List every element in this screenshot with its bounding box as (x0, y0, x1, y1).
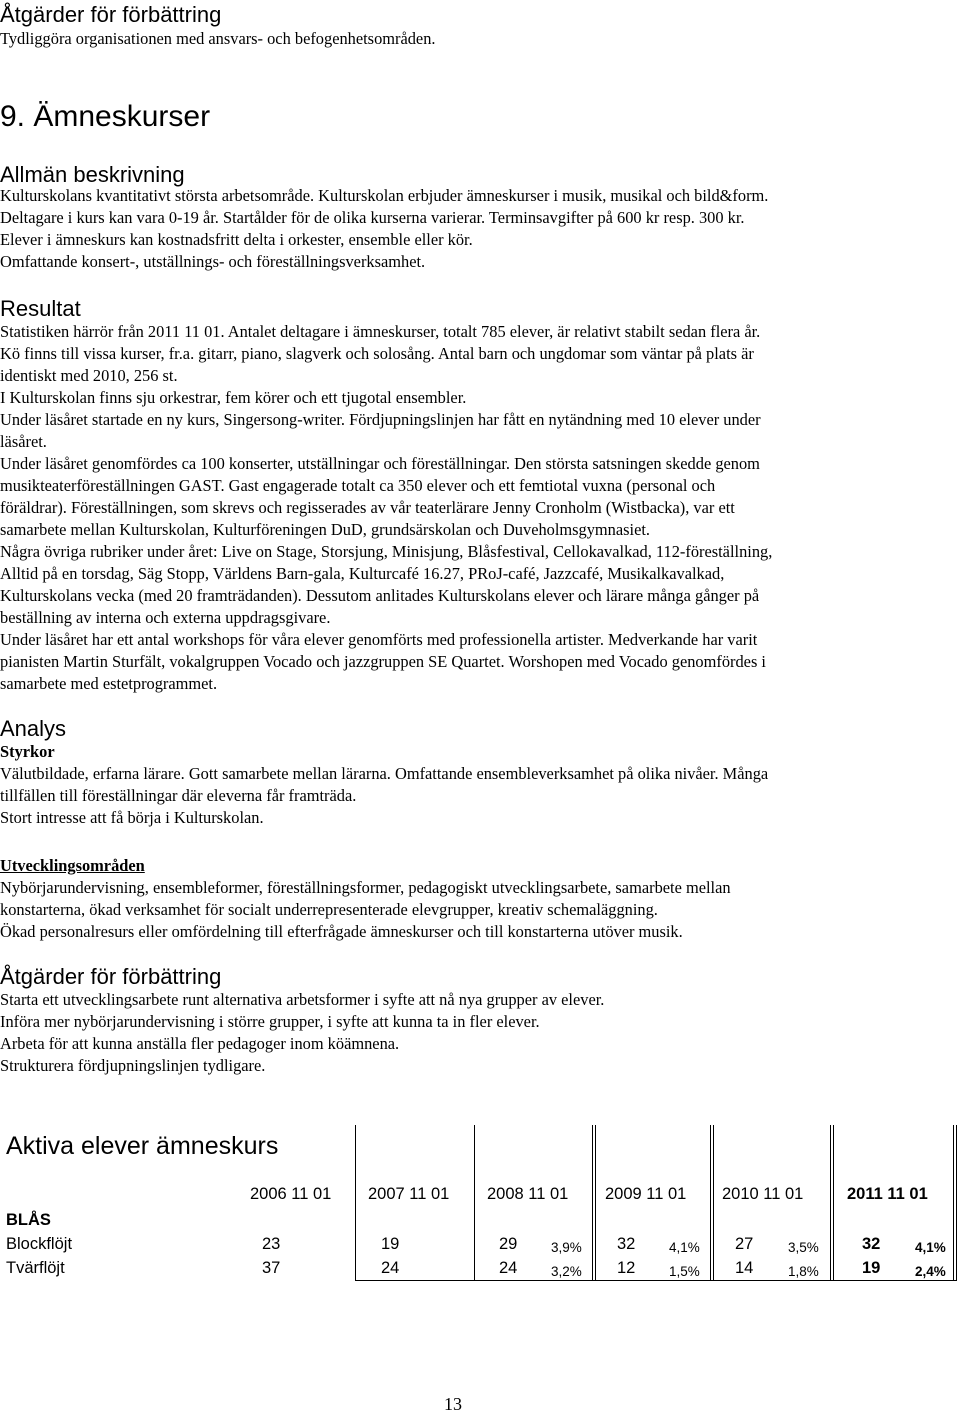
styrkor-line-1: tillfällen till föreställningar där eleverna får framträda. (0, 786, 357, 805)
table-bottom-rule (355, 1280, 957, 1281)
table-cell: 32 (862, 1235, 881, 1253)
section-title: 9. Ämneskurser (0, 100, 211, 133)
column-header: 2007 11 01 (368, 1185, 450, 1203)
group-label: BLÅS (6, 1211, 51, 1229)
percent-cell: 4,1% (915, 1240, 946, 1255)
resultat-line-4: Under läsåret startade en ny kurs, Singersong-writer. Fördjupningslinjen har fått en nytändning med 10 elever under (0, 410, 761, 429)
utv-line-0: Nybörjarundervisning, ensembleformer, föreställningsformer, pedagogiskt utvecklingsarbete, samarbete mellan (0, 878, 731, 897)
column-header: 2010 11 01 (722, 1185, 804, 1203)
table-title: Aktiva elever ämneskurs (6, 1132, 279, 1160)
resultat-line-5: läsåret. (0, 432, 47, 451)
table-cell: 24 (381, 1259, 400, 1277)
table-divider (355, 1125, 356, 1280)
table-divider (474, 1125, 475, 1280)
atgarder-line-2: Arbeta för att kunna anställa fler pedagoger inom köämnena. (0, 1034, 400, 1053)
allman-heading: Allmän beskrivning (0, 162, 185, 187)
resultat-line-3: I Kulturskolan finns sju orkestrar, fem körer och ett tjugotal ensembler. (0, 388, 467, 407)
allman-line-1: Deltagare i kurs kan vara 0-19 år. Startålder för de olika kurserna varierar. Terminsavgifter på 600 kr resp. 300 kr. (0, 208, 745, 227)
percent-cell: 3,2% (551, 1264, 582, 1279)
resultat-line-15: pianisten Martin Sturfält, vokalgruppen Vocado och jazzgruppen SE Quartet. Worshopen med Vocado genomfördes i (0, 652, 766, 671)
atgarder-line-3: Strukturera fördjupningslinjen tydligare. (0, 1056, 266, 1075)
resultat-heading: Resultat (0, 296, 81, 321)
resultat-line-16: samarbete med estetprogrammet. (0, 674, 218, 693)
allman-line-0: Kulturskolans kvantitativt största arbetsområde. Kulturskolan erbjuder ämneskurser i musik, musikal och bild&form. (0, 186, 769, 205)
percent-cell: 4,1% (669, 1240, 700, 1255)
table-cell: 14 (735, 1259, 754, 1277)
top-heading: Åtgärder för förbättring (0, 2, 222, 27)
resultat-line-7: musikteaterföreställningen GAST. Gast engagerade totalt ca 350 elever och ett femtiotal vuxna (personal och (0, 476, 716, 495)
table-divider (713, 1125, 714, 1280)
table-cell: 37 (262, 1259, 281, 1277)
resultat-line-9: samarbete mellan Kulturskolan, Kulturföreningen DuD, grundsärskolan och Duveholmsgymnasiet. (0, 520, 651, 539)
resultat-line-2: identiskt med 2010, 256 st. (0, 366, 178, 385)
resultat-line-14: Under läsåret har ett antal workshops för våra elever genomförts med professionella artister. Medverkande har varit (0, 630, 758, 649)
table-divider (592, 1125, 593, 1280)
styrkor-line-2: Stort intresse att få börja i Kulturskolan. (0, 808, 264, 827)
resultat-line-8: föräldrar). Föreställningen, som skrevs och regisserades av vår teaterlärare Jenny Cronholm (Wistbacka), var ett (0, 498, 735, 517)
resultat-line-13: beställning av interna och externa uppdragsgivare. (0, 608, 331, 627)
table-divider (595, 1125, 596, 1280)
allman-line-3: Omfattande konsert-, utställnings- och föreställningsverksamhet. (0, 252, 426, 271)
table-divider (956, 1125, 957, 1280)
resultat-line-6: Under läsåret genomfördes ca 100 konserter, utställningar och föreställningar. Den största satsningen skedde genom (0, 454, 760, 473)
percent-cell: 1,8% (788, 1264, 819, 1279)
table-cell: 23 (262, 1235, 281, 1253)
top-line: Tydliggöra organisationen med ansvars- och befogenhetsområden. (0, 29, 436, 48)
table-cell: 24 (499, 1259, 518, 1277)
table-cell: 12 (617, 1259, 636, 1277)
percent-cell: 3,9% (551, 1240, 582, 1255)
column-header: 2011 11 01 (847, 1185, 928, 1203)
utv-line-1: konstarterna, ökad verksamhet för socialt underrepresenterade elevgrupper, kreativ schemaläggning. (0, 900, 658, 919)
row-label: Tvärflöjt (6, 1259, 65, 1277)
resultat-line-1: Kö finns till vissa kurser, fr.a. gitarr, piano, slagverk och solosång. Antal barn och ungdomar som väntar på plats är (0, 344, 754, 363)
column-header: 2008 11 01 (487, 1185, 569, 1203)
atgarder-heading: Åtgärder för förbättring (0, 964, 222, 989)
percent-cell: 3,5% (788, 1240, 819, 1255)
page-number: 13 (444, 1394, 462, 1414)
table-divider (953, 1125, 954, 1280)
allman-line-2: Elever i ämneskurs kan kostnadsfritt delta i orkester, ensemble eller kör. (0, 230, 473, 249)
table-divider (710, 1125, 711, 1280)
styrkor-line-0: Välutbildade, erfarna lärare. Gott samarbete mellan lärarna. Omfattande ensembleverksamhet på olika nivåer. Många (0, 764, 769, 783)
resultat-line-10: Några övriga rubriker under året: Live on Stage, Storsjung, Minisjung, Blåsfestival, Cellokavalkad, 112-föreställning, (0, 542, 773, 561)
percent-cell: 2,4% (915, 1264, 946, 1279)
table-cell: 29 (499, 1235, 518, 1253)
atgarder-line-0: Starta ett utvecklingsarbete runt alternativa arbetsformer i syfte att nå nya grupper av elever. (0, 990, 605, 1009)
column-header: 2006 11 01 (250, 1185, 332, 1203)
utv-line-2: Ökad personalresurs eller omfördelning till efterfrågade ämneskurser och till konstarterna utöver musik. (0, 922, 683, 941)
resultat-line-11: Alltid på en torsdag, Säg Stopp, Världens Barn-gala, Kulturcafé 16.27, PRoJ-café, Jazzcafé, Musikalkavalkad, (0, 564, 725, 583)
atgarder-line-1: Införa mer nybörjarundervisning i större grupper, i syfte att kunna ta in fler elever. (0, 1012, 540, 1031)
table-cell: 32 (617, 1235, 636, 1253)
table-cell: 19 (381, 1235, 400, 1253)
analys-heading: Analys (0, 716, 67, 741)
styrkor-label: Styrkor (0, 742, 55, 761)
table-cell: 19 (862, 1259, 881, 1277)
resultat-line-0: Statistiken härrör från 2011 11 01. Antalet deltagare i ämneskurser, totalt 785 elever, är relativt stabilt sedan flera år. (0, 322, 761, 341)
percent-cell: 1,5% (669, 1264, 700, 1279)
utvecklingsomraden-label: Utvecklingsområden (0, 856, 145, 875)
column-header: 2009 11 01 (605, 1185, 687, 1203)
resultat-line-12: Kulturskolans vecka (med 20 framträdanden). Dessutom anlitades Kulturskolans elever och lärare många gånger på (0, 586, 760, 605)
table-cell: 27 (735, 1235, 754, 1253)
table-divider (833, 1125, 834, 1280)
row-label: Blockflöjt (6, 1235, 73, 1253)
table-divider (830, 1125, 831, 1280)
